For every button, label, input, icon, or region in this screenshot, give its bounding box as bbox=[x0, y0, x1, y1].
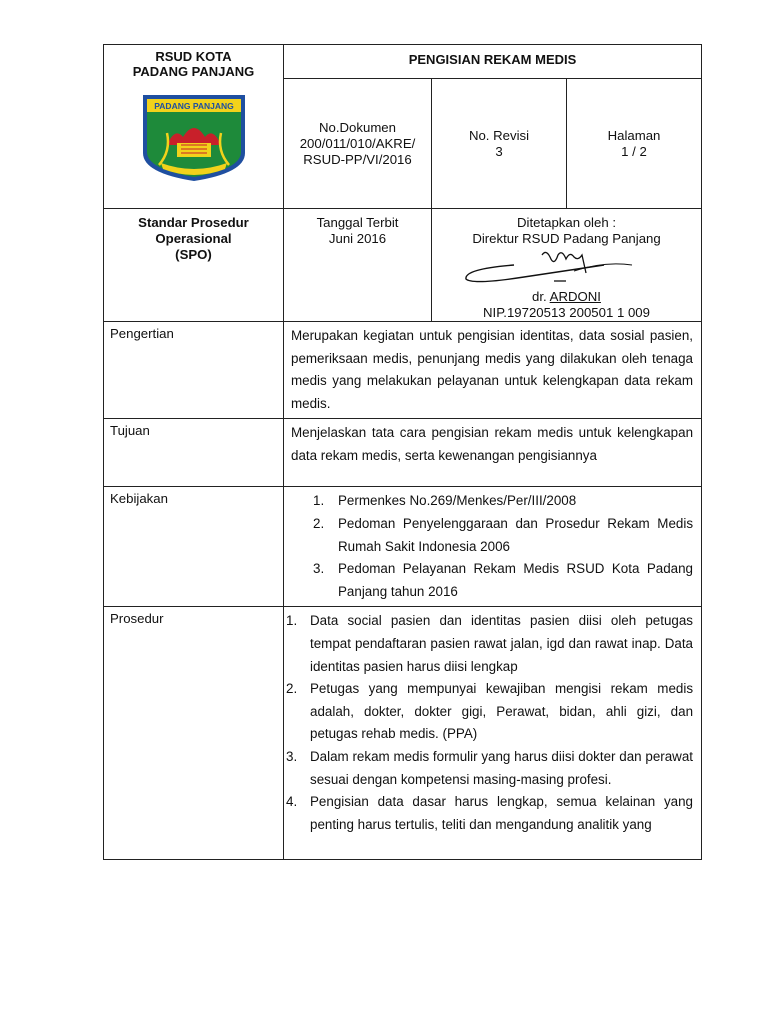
pengertian-label: Pengertian bbox=[104, 322, 284, 419]
prosedur-item: 1. Data social pasien dan identitas pasien diisi oleh petugas tempat pendaftaran pasien rawat jalan, igd dan rawat inap. Data identitas pasien harus diisi lengkap bbox=[286, 613, 694, 674]
tujuan-text: Menjelaskan tata cara pengisian rekam medis untuk kelengkapan data rekam medis, serta kewenangan pengisiannya bbox=[284, 419, 702, 487]
hospital-cell bbox=[104, 45, 284, 209]
sop-table bbox=[103, 44, 702, 860]
approval-cell bbox=[432, 209, 702, 322]
revision-value: 3 bbox=[495, 143, 503, 159]
kebijakan-content bbox=[284, 487, 702, 607]
kebijakan-list bbox=[291, 490, 693, 603]
approved-by-title: Direktur RSUD Padang Panjang bbox=[472, 231, 661, 246]
signer-prefix: dr. bbox=[532, 289, 550, 304]
logo-banner-text: PADANG PANJANG bbox=[153, 101, 234, 111]
prosedur-label: Prosedur bbox=[104, 607, 284, 860]
issue-date-value: Juni 2016 bbox=[328, 231, 387, 246]
page-value: 1 / 2 bbox=[621, 143, 647, 159]
kebijakan-item: 3. Pedoman Pelayanan Rekam Medis RSUD Kota Padang Panjang tahun 2016 bbox=[313, 561, 694, 599]
revision-label: No. Revisi bbox=[468, 127, 530, 143]
document-title-cell bbox=[284, 45, 702, 79]
pengertian-text: Merupakan kegiatan untuk pengisian identitas, data sosial pasien, pemeriksaan medis, penunjang medis yang dilakukan oleh tenaga medis yang melakukan pelayanan untuk kelengkapan data rekam medis. bbox=[284, 322, 702, 419]
revision-cell bbox=[432, 79, 567, 209]
spo-cell bbox=[104, 209, 284, 322]
prosedur-content bbox=[284, 607, 702, 860]
doc-number-label: No.Dokumen bbox=[319, 119, 396, 135]
approved-by-label: Ditetapkan oleh : bbox=[517, 215, 616, 230]
issue-date-label: Tanggal Terbit bbox=[316, 215, 399, 230]
spo-line3: (SPO) bbox=[175, 247, 212, 262]
padang-panjang-logo bbox=[141, 93, 247, 183]
kebijakan-item: 2. Pedoman Penyelenggaraan dan Prosedur Rekam Medis Rumah Sakit Indonesia 2006 bbox=[313, 515, 694, 554]
kebijakan-item: 1. Permenkes No.269/Menkes/Per/III/2008 bbox=[313, 493, 577, 509]
tujuan-label: Tujuan bbox=[104, 419, 284, 487]
prosedur-item: 2. Petugas yang mempunyai kewajiban mengisi rekam medis adalah, dokter, dokter gigi, Perawat, bidan, ahli gizi, dan petugas rehab medis. (PPA) bbox=[286, 681, 694, 742]
page-cell bbox=[567, 79, 702, 209]
signature-mark bbox=[454, 247, 654, 289]
spo-line2: Operasional bbox=[155, 231, 232, 246]
signer-name: ARDONI bbox=[549, 289, 601, 304]
issue-date-cell bbox=[284, 209, 432, 322]
document-title: PENGISIAN REKAM MEDIS bbox=[408, 52, 577, 67]
doc-number-line1: 200/011/010/AKRE/ bbox=[299, 135, 416, 151]
doc-number-cell bbox=[284, 79, 432, 209]
hospital-name-line2: PADANG PANJANG bbox=[132, 64, 255, 79]
page-label: Halaman bbox=[607, 127, 661, 143]
signer-nip: NIP.19720513 200501 1 009 bbox=[483, 305, 650, 320]
doc-number-line2: RSUD-PP/VI/2016 bbox=[303, 151, 412, 167]
prosedur-item: 3. Dalam rekam medis formulir yang harus diisi dokter dan perawat sesuai dengan kompetensi masing-masing profesi. bbox=[286, 748, 694, 787]
prosedur-item: 4. Pengisian data dasar harus lengkap, semua kelainan yang penting harus tertulis, teliti dan mengandung analitik yang bbox=[286, 794, 694, 832]
sop-document bbox=[103, 44, 701, 860]
prosedur-list bbox=[286, 610, 693, 836]
kebijakan-label: Kebijakan bbox=[104, 487, 284, 607]
hospital-name-line1: RSUD KOTA bbox=[155, 49, 232, 64]
spo-line1: Standar Prosedur bbox=[138, 215, 249, 230]
